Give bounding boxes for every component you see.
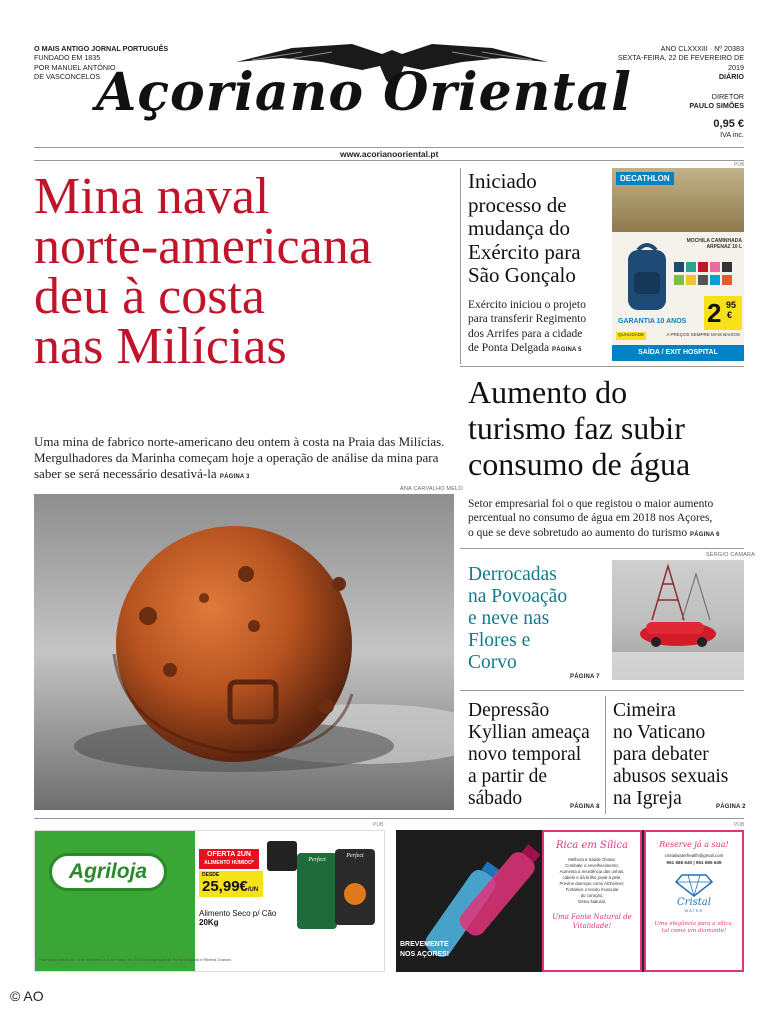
photo-credit: SÉRGIO CAMARA bbox=[706, 552, 756, 558]
lead-headline[interactable] bbox=[34, 168, 454, 375]
headline-line: deu à costa bbox=[34, 268, 266, 325]
body-line: Exército iniciou o projeto bbox=[468, 299, 586, 311]
tagline-line: DE VASCONCELOS bbox=[34, 72, 101, 82]
director-name: PAULO SIMÕES bbox=[689, 101, 744, 111]
weight-line: 20Kg bbox=[199, 918, 219, 927]
lead-photo-mine bbox=[34, 494, 454, 810]
date-line: SEXTA-FEIRA, 22 DE FEVEREIRO DE 2019 bbox=[617, 53, 744, 72]
offer-badge bbox=[199, 849, 259, 869]
issue-line: ANO CLXXXIII · Nº 20383 bbox=[660, 44, 744, 53]
benefit-item: Melhora a Saúde Óssea; bbox=[568, 857, 616, 862]
fine-print: Promoção válida de 13 de fevereiro a 3 de março de 2019 nas Agrilojas de Ponta Delgada e Ribeira Grande. bbox=[39, 957, 232, 962]
frequency-line: DIÁRIO bbox=[718, 72, 744, 82]
lead-body bbox=[34, 434, 454, 485]
turismo-headline[interactable] bbox=[468, 374, 744, 482]
ads-rule bbox=[34, 818, 744, 819]
headline-line: Cimeira bbox=[613, 700, 676, 721]
cimeira-headline[interactable] bbox=[613, 700, 747, 810]
director-label: DIRETOR bbox=[711, 91, 744, 101]
backpack-icon bbox=[624, 242, 670, 312]
exercito-headline[interactable] bbox=[468, 170, 608, 288]
headline-line: sábado bbox=[468, 788, 523, 809]
price-cents: 95 bbox=[726, 300, 737, 310]
decathlon-logo: DECATHLON bbox=[616, 172, 674, 185]
coming-soon bbox=[400, 940, 449, 960]
bag-label: Perfect bbox=[346, 853, 364, 859]
body-line: para transferir Regimento bbox=[468, 313, 587, 326]
column-divider bbox=[460, 168, 461, 364]
headline-line: na Igreja bbox=[613, 788, 682, 809]
promo-text: A PREÇOS SEMPRE MAIS BAIXOS bbox=[666, 332, 740, 337]
page-ref: PÁGINA 2 bbox=[716, 804, 746, 810]
naval-mine-illustration bbox=[34, 494, 454, 810]
headline-line: Corvo bbox=[468, 652, 517, 673]
cristal-logo-sub: WATER bbox=[684, 908, 704, 913]
copyright: © AO bbox=[10, 988, 44, 1004]
headline-line: Mina naval bbox=[34, 168, 270, 225]
headline-line: Derrocadas bbox=[468, 564, 557, 585]
pub-label: PUB bbox=[734, 822, 745, 828]
headline-line: no Vaticano bbox=[613, 722, 706, 743]
product-name: MOCHILA CAMINHADA ARPENAZ 10 L bbox=[686, 238, 742, 250]
price-box bbox=[199, 871, 263, 897]
offer-line: OFERTA 2UN bbox=[207, 851, 251, 858]
column-divider bbox=[605, 696, 606, 814]
from-label: DESDE bbox=[202, 872, 220, 878]
price-tag: 2 95 € bbox=[704, 296, 742, 330]
benefits-list bbox=[544, 857, 640, 905]
headline-line: a partir de bbox=[468, 766, 548, 787]
product-line: Alimento Seco p/ Cão bbox=[199, 909, 277, 918]
contact-phones: 961 686 640 | 961 686 649 bbox=[666, 860, 722, 865]
snow-car-photo bbox=[612, 560, 744, 680]
masthead-rule bbox=[34, 147, 744, 148]
title-text: Açoriano Oriental bbox=[96, 62, 632, 123]
page-ref: PÁGINA 6 bbox=[689, 531, 720, 538]
wet-food-can bbox=[267, 841, 297, 871]
section-rule bbox=[460, 366, 744, 367]
headline-line: e neve nas bbox=[468, 608, 550, 629]
lead-text: Uma mina de fabrico norte-americano deu ontem à costa na Praia das Milícias. Mergulhadores da Marinha começam hoje a operação de análise da mina para saber se será necessário desativá-la bbox=[34, 434, 445, 481]
page-ref: PÁGINA 8 bbox=[570, 804, 600, 810]
coming-line: BREVEMENTE bbox=[400, 941, 449, 948]
newspaper-title bbox=[96, 62, 686, 142]
promo-line bbox=[616, 332, 740, 340]
agriloja-logo: Agriloja bbox=[49, 853, 167, 891]
headline-line: Flores e bbox=[468, 630, 531, 651]
benefit-item: Combate o envelhecimento; bbox=[565, 863, 619, 868]
headline-line: norte-americana bbox=[34, 218, 372, 275]
bag-label: Perfect bbox=[308, 857, 326, 863]
headline-line: nas Milícias bbox=[34, 318, 287, 375]
benefit-item: cabelo e dá brilho jovial à pele; bbox=[562, 875, 622, 880]
price: 0,95 € bbox=[713, 118, 744, 131]
depressao-headline[interactable] bbox=[468, 700, 608, 810]
benefit-item: Aumenta a resistência das unhas, bbox=[559, 869, 625, 874]
benefit-item: Fortalece o tecido muscular bbox=[565, 887, 619, 892]
warranty-text: GARANTIA 10 ANOS bbox=[618, 318, 687, 325]
headline-line: Depressão bbox=[468, 700, 550, 721]
body-line: percentual no consumo de água em 2018 nos Açores, bbox=[468, 512, 713, 525]
headline-line: Iniciado bbox=[468, 169, 537, 193]
price-value: 25,99€ bbox=[202, 878, 248, 895]
tagline-line: FUNDADO EM 1835 bbox=[34, 53, 101, 63]
headline-line: São Gonçalo bbox=[468, 263, 576, 287]
benefit-item: do coração; bbox=[580, 893, 604, 898]
tagline-line: O MAIS ANTIGO JORNAL PORTUGUÊS bbox=[34, 44, 169, 53]
headline-line: turismo faz subir bbox=[468, 410, 685, 446]
body-line: de Ponta Delgada bbox=[468, 342, 550, 355]
contact-panel bbox=[644, 830, 744, 972]
benefits-title: Rica em Sílica bbox=[555, 840, 629, 851]
benefits-panel bbox=[542, 830, 642, 972]
price-unit: /UN bbox=[247, 887, 259, 893]
headline-line: Exército para bbox=[468, 239, 581, 264]
coming-line: NOS AÇORES! bbox=[400, 951, 450, 958]
headline-line: abusos sexuais bbox=[613, 766, 729, 787]
pub-label: PUB bbox=[734, 162, 745, 168]
headline-line: consumo de água bbox=[468, 446, 691, 482]
benefit-item: Detox Natural; bbox=[578, 899, 606, 904]
cristal-logo: Cristal bbox=[677, 897, 711, 908]
snowy-scene-illustration bbox=[612, 560, 744, 680]
website-link[interactable]: www.acorianooriental.pt bbox=[340, 149, 439, 159]
body-line: o que se deve sobretudo ao aumento do turismo bbox=[468, 526, 688, 539]
tagline: Uma elegância para a sílica, tal como um diamante! bbox=[654, 921, 734, 934]
agriloja-ad[interactable] bbox=[34, 830, 385, 972]
contact-email[interactable]: cristalwaterhealth@gmail.com bbox=[664, 853, 724, 858]
pub-label: PUB bbox=[373, 822, 384, 828]
headline-line: Aumento do bbox=[468, 374, 628, 410]
section-rule bbox=[460, 548, 744, 549]
page-ref: PÁGINA 5 bbox=[552, 347, 582, 354]
reserve-title: Reserve já a sua! bbox=[659, 840, 729, 849]
vat-note: IVA inc. bbox=[720, 129, 744, 139]
offer-line: ALIMENTO HÚMIDO* bbox=[204, 860, 254, 866]
dog-food-bag bbox=[297, 853, 337, 929]
headline-line: Kyllian ameaça bbox=[468, 722, 590, 743]
decathlon-ad[interactable] bbox=[612, 168, 744, 361]
benefit-item: Previne doenças como Alzheimer; bbox=[559, 881, 625, 886]
diamond-icon bbox=[674, 873, 714, 897]
slogan: Uma Fonte Natural de Vitalidade! bbox=[552, 913, 632, 930]
tagline-line: POR MANUEL ANTÓNIO bbox=[34, 62, 116, 72]
headline-line: na Povoação bbox=[468, 586, 568, 607]
quality-label: QUALIDADE bbox=[616, 332, 646, 340]
body-line: dos Arrifes para a cidade bbox=[468, 327, 583, 340]
exercito-body bbox=[468, 298, 608, 358]
body-line: Setor empresarial foi o que registou o maior aumento bbox=[468, 498, 714, 510]
color-swatches bbox=[674, 262, 740, 286]
headline-line: processo de bbox=[468, 192, 567, 217]
turismo-body bbox=[468, 497, 748, 542]
headline-line: para debater bbox=[613, 744, 709, 765]
cristal-water-ad[interactable] bbox=[396, 830, 744, 972]
dog-food-bag bbox=[335, 849, 375, 925]
headline-line: mudança do bbox=[468, 216, 571, 240]
photo-credit: ANA CARVALHO MELO bbox=[400, 486, 463, 492]
derrocadas-headline[interactable] bbox=[468, 564, 608, 674]
page-ref: PÁGINA 3 bbox=[219, 474, 250, 480]
section-rule bbox=[460, 690, 744, 691]
headline-line: novo temporal bbox=[468, 744, 582, 765]
page-ref: PÁGINA 7 bbox=[570, 674, 600, 680]
exit-label: SAÍDA / EXIT HOSPITAL bbox=[612, 345, 744, 361]
price-euros: 2 bbox=[707, 298, 722, 328]
masthead-rule-bottom bbox=[34, 160, 744, 161]
product-desc bbox=[199, 909, 276, 927]
issue-info bbox=[608, 44, 744, 139]
